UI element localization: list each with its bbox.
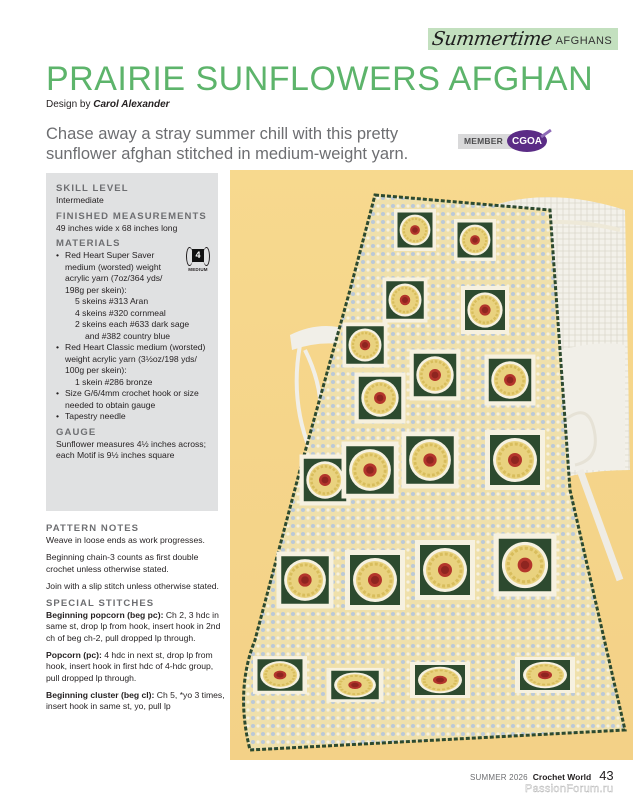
finished-measurements-heading: FINISHED MEASUREMENTS	[56, 210, 207, 222]
member-label: MEMBER	[458, 134, 517, 149]
stitch-desc: Ch 5, *yo 3 times, insert hook in same st, yo, pull lp	[46, 689, 225, 711]
yarn-weight-number: 4	[192, 249, 204, 262]
designer-name: Carol Alexander	[93, 99, 170, 110]
stitch-name: Beginning popcorn (beg pc):	[46, 609, 164, 620]
cgoa-member-badge	[458, 130, 547, 152]
materials-item	[56, 342, 210, 388]
materials-list	[56, 250, 210, 423]
materials-item-text: • Red Heart Super Saver medium (worsted) weight acrylic yarn (7oz/364 yds/ 198g per skein):	[65, 250, 163, 295]
afghan-illustration	[230, 170, 633, 760]
stitch-desc: 4 hdc in next st, drop lp from hook, insert hook in first hdc of 4-hdc group, pull dropped lp through.	[46, 649, 214, 683]
pattern-note: Join with a slip stitch unless otherwise stated.	[46, 580, 219, 591]
special-stitch	[46, 610, 226, 645]
materials-item	[56, 250, 210, 342]
materials-subitem: 2 skeins each #633 dark sage	[75, 319, 190, 329]
special-stitch	[46, 650, 226, 685]
special-stitch	[46, 690, 226, 713]
magazine-name: Crochet World	[532, 772, 592, 782]
gauge-heading: GAUGE	[56, 426, 97, 438]
materials-subitem: 5 skeins #313 Aran	[75, 296, 149, 306]
yarn-weight-label: MEDIUM	[188, 267, 208, 272]
pattern-notes	[46, 523, 226, 718]
pattern-notes-heading: PATTERN NOTES	[46, 523, 140, 534]
pattern-note: Beginning chain-3 counts as first double crochet unless otherwise stated.	[46, 552, 199, 574]
issue-label: SUMMER 2026	[470, 773, 528, 782]
materials-subitem: and #382 country blue	[85, 330, 171, 341]
stitch-name: Popcorn (pc):	[46, 649, 102, 660]
section-tag-caps: AFGHANS	[555, 34, 613, 47]
materials-sublist	[65, 296, 210, 342]
materials-item-text: Red Heart Classic medium (worsted) weight acrylic yarn (3½oz/198 yds/ 100g per skein):	[65, 342, 206, 375]
materials-item: • Size G/6/4mm crochet hook or size needed to obtain gauge	[56, 388, 210, 411]
skill-level-heading: SKILL LEVEL	[56, 183, 129, 194]
yarn-weight-icon	[184, 247, 212, 273]
finished-measurements-value: 49 inches wide x 68 inches long	[56, 222, 178, 233]
page-number: 43	[599, 768, 614, 783]
materials-item: • Tapestry needle	[56, 411, 210, 423]
watermark: PassionForum.ru	[525, 783, 614, 795]
intro-text: Chase away a stray summer chill with this pretty sunflower afghan stitched in medium-weight yarn.	[46, 125, 409, 163]
materials-subitem: 4 skeins #320 cornmeal	[75, 307, 166, 318]
section-tag	[428, 28, 618, 50]
section-tag-script: Summertime	[430, 27, 554, 50]
materials-sidebar	[46, 173, 218, 511]
special-stitches-heading: SPECIAL STITCHES	[46, 597, 155, 609]
pattern-note: Weave in loose ends as work progresses.	[46, 535, 205, 545]
page-title: PRAIRIE SUNFLOWERS AFGHAN	[46, 60, 594, 98]
stitch-desc: Ch 2, 3 hdc in same st, drop lp from hook, insert hook in 2nd ch of beg ch-2, pull dropped lp through.	[46, 609, 221, 643]
materials-heading: MATERIALS	[56, 238, 121, 249]
materials-subitem: 1 skein #286 bronze	[75, 376, 153, 387]
afghan-photo	[230, 170, 633, 760]
byline	[46, 99, 170, 110]
skill-level-value: Intermediate	[56, 195, 104, 205]
cgoa-logo-icon: CGOA	[507, 130, 547, 152]
byline-prefix: Design by	[46, 99, 94, 110]
page-footer	[470, 768, 614, 783]
gauge-value: Sunflower measures 4½ inches across; each Motif is 9½ inches square	[56, 438, 206, 460]
materials-sublist	[65, 377, 210, 389]
stitch-name: Beginning cluster (beg cl):	[46, 689, 155, 700]
